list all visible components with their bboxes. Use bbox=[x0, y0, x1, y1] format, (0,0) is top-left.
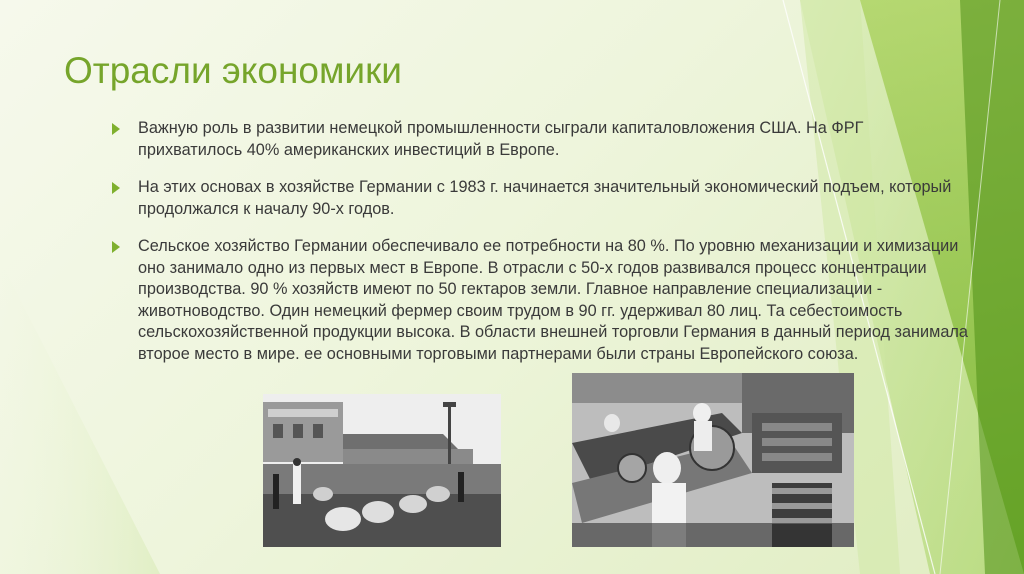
triangle-bullet-icon bbox=[112, 182, 120, 194]
bullet-item bbox=[112, 236, 972, 365]
bullet-text: Сельское хозяйство Германии обеспечивало ее потребности на 80 %. По уровню механизации и химизации оно занимало одно из первых мест в Европе. В отрасли с 50-х годов развивался процесс концентрации производства. 90 % хозяйств имеют по 50 гектаров земли. Главное направление специализации - животноводство. Один немецкий фермер своим трудом в 90 гг. удерживал 80 лиц. Та себестоимость сельскохозяйственной продукции высока. В области внешней торговли Германия в данный период занимала второе место в мире. ее основными торговыми партнерами были страны Европейского союза. bbox=[138, 237, 968, 363]
bullet-item bbox=[112, 118, 972, 161]
factory-workers-photo bbox=[572, 373, 854, 547]
triangle-bullet-icon bbox=[112, 241, 120, 253]
bullet-item bbox=[112, 177, 972, 220]
sheep-farm-photo bbox=[263, 394, 501, 547]
bullet-text: Важную роль в развитии немецкой промышленности сыграли капиталовложения США. На ФРГ прихватилось 40% американских инвестиций в Европе. bbox=[138, 119, 864, 159]
bullet-list bbox=[112, 118, 972, 381]
bullet-text: На этих основах в хозяйстве Германии с 1983 г. начинается значительный экономический подъем, который продолжался к началу 90-х годов. bbox=[138, 178, 952, 218]
slide-title: Отрасли экономики bbox=[64, 50, 402, 91]
triangle-bullet-icon bbox=[112, 123, 120, 135]
